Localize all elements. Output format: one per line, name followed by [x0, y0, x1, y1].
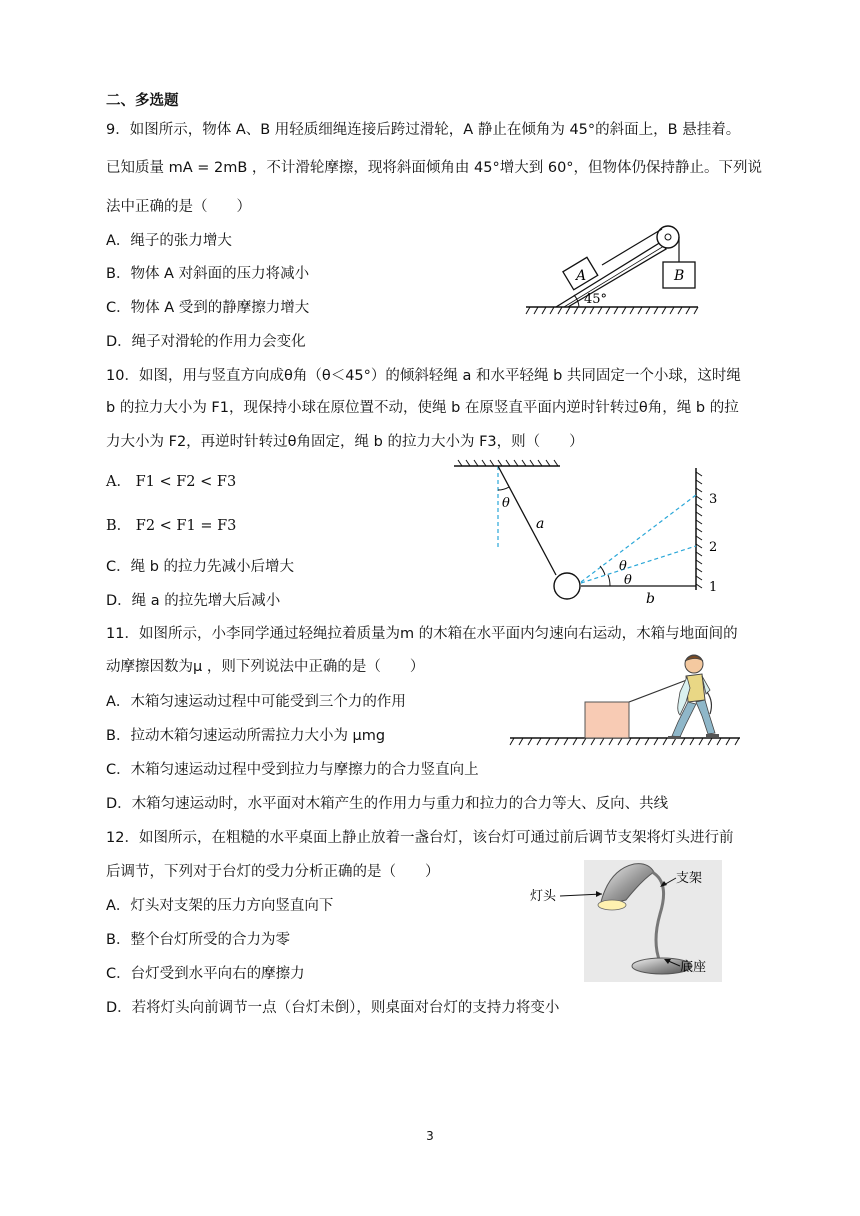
q11-line-1: 11．如图所示，小李同学通过轻绳拉着质量为m 的木箱在水平面内匀速向右运动，木箱与地面间的: [106, 626, 738, 642]
q9-option-b: B．物体 A 对斜面的压力将减小: [106, 266, 310, 282]
q10-point-2: 2: [709, 540, 718, 555]
page-number: 3: [426, 1129, 434, 1143]
q10-line-3: 力大小为 F2，再逆时针转过θ角固定，绳 b 的拉力大小为 F3，则（ ）: [106, 434, 584, 450]
q10-rope-a-label: a: [536, 516, 545, 532]
q9-line-2: 已知质量 mA = 2mB ，不计滑轮摩擦，现将斜面倾角由 45°增大到 60°，但物体仍保持静止。下列说: [106, 160, 763, 176]
q9-label-b: B: [674, 268, 685, 284]
q9-option-d: D．绳子对滑轮的作用力会变化: [106, 334, 306, 350]
q9-line-3: 法中正确的是（ ）: [106, 199, 251, 215]
q11-option-a: A．木箱匀速运动过程中可能受到三个力的作用: [106, 694, 406, 710]
lamp-label-base: 底座: [680, 960, 707, 975]
q12-line-1: 12．如图所示，在粗糙的水平桌面上静止放着一盏台灯，该台灯可通过前后调节支架将灯头进行前: [106, 830, 734, 846]
q10-option-c: C．绳 b 的拉力先减小后增大: [106, 559, 295, 575]
q9-angle-label: 45°: [584, 292, 608, 307]
q10-point-1: 1: [709, 580, 718, 595]
q9-option-a: A．绳子的张力增大: [106, 233, 232, 249]
section-title: 二、多选题: [106, 93, 179, 109]
q12-option-b: B．整个台灯所受的合力为零: [106, 932, 290, 948]
q9-label-a: A: [576, 268, 587, 284]
q10-option-d: D．绳 a 的拉先增大后减小: [106, 593, 281, 609]
q10-rope-b-label: b: [646, 591, 655, 607]
q10-point-3: 3: [709, 492, 718, 507]
q11-option-b: B．拉动木箱匀速运动所需拉力大小为 μmg: [106, 728, 386, 744]
q10-theta-lower: θ: [624, 573, 632, 588]
q12-option-a: A．灯头对支架的压力方向竖直向下: [106, 898, 334, 914]
q11-option-c: C．木箱匀速运动过程中受到拉力与摩擦力的合力竖直向上: [106, 762, 479, 778]
q9-option-c: C．物体 A 受到的静摩擦力增大: [106, 300, 310, 316]
q12-line-2: 后调节，下列对于台灯的受力分析正确的是（ ）: [106, 864, 440, 880]
q10-line-1: 10．如图，用与竖直方向成θ角（θ＜45°）的倾斜轻绳 a 和水平轻绳 b 共同固定一个小球，这时绳: [106, 368, 741, 384]
q10-line-2: b 的拉力大小为 F1，现保持小球在原位置不动，使绳 b 在原竖直平面内逆时针转过θ角，绳 b 的拉: [106, 400, 739, 416]
lamp-label-head: 灯头: [530, 889, 557, 904]
q10-theta-top: θ: [502, 496, 510, 511]
q11-pulling-box-figure: [506, 652, 746, 748]
q10-rope-figure: [450, 460, 730, 610]
desk-lamp-figure: [530, 858, 720, 984]
student-figure-icon: [668, 655, 719, 739]
q12-option-c: C．台灯受到水平向右的摩擦力: [106, 966, 305, 982]
q11-option-d: D．木箱匀速运动时，水平面对木箱产生的作用力与重力和拉力的合力等大、反向、共线: [106, 796, 669, 812]
lamp-label-stand: 支架: [676, 871, 703, 886]
q12-option-d: D．若将灯头向前调节一点（台灯未倒），则桌面对台灯的支持力将变小: [106, 1000, 560, 1016]
q11-line-2: 动摩擦因数为μ ，则下列说法中正确的是（ ）: [106, 659, 425, 675]
q9-line-1: 9．如图所示，物体 A、B 用轻质细绳连接后跨过滑轮，A 静止在倾角为 45°的斜面上，B 悬挂着。: [106, 122, 741, 138]
q10-option-a: A． F1 < F2 < F3: [106, 474, 237, 490]
q10-option-b: B． F2 < F1 = F3: [106, 518, 237, 534]
q9-incline-figure: [526, 218, 701, 318]
q10-theta-upper: θ: [619, 559, 627, 574]
